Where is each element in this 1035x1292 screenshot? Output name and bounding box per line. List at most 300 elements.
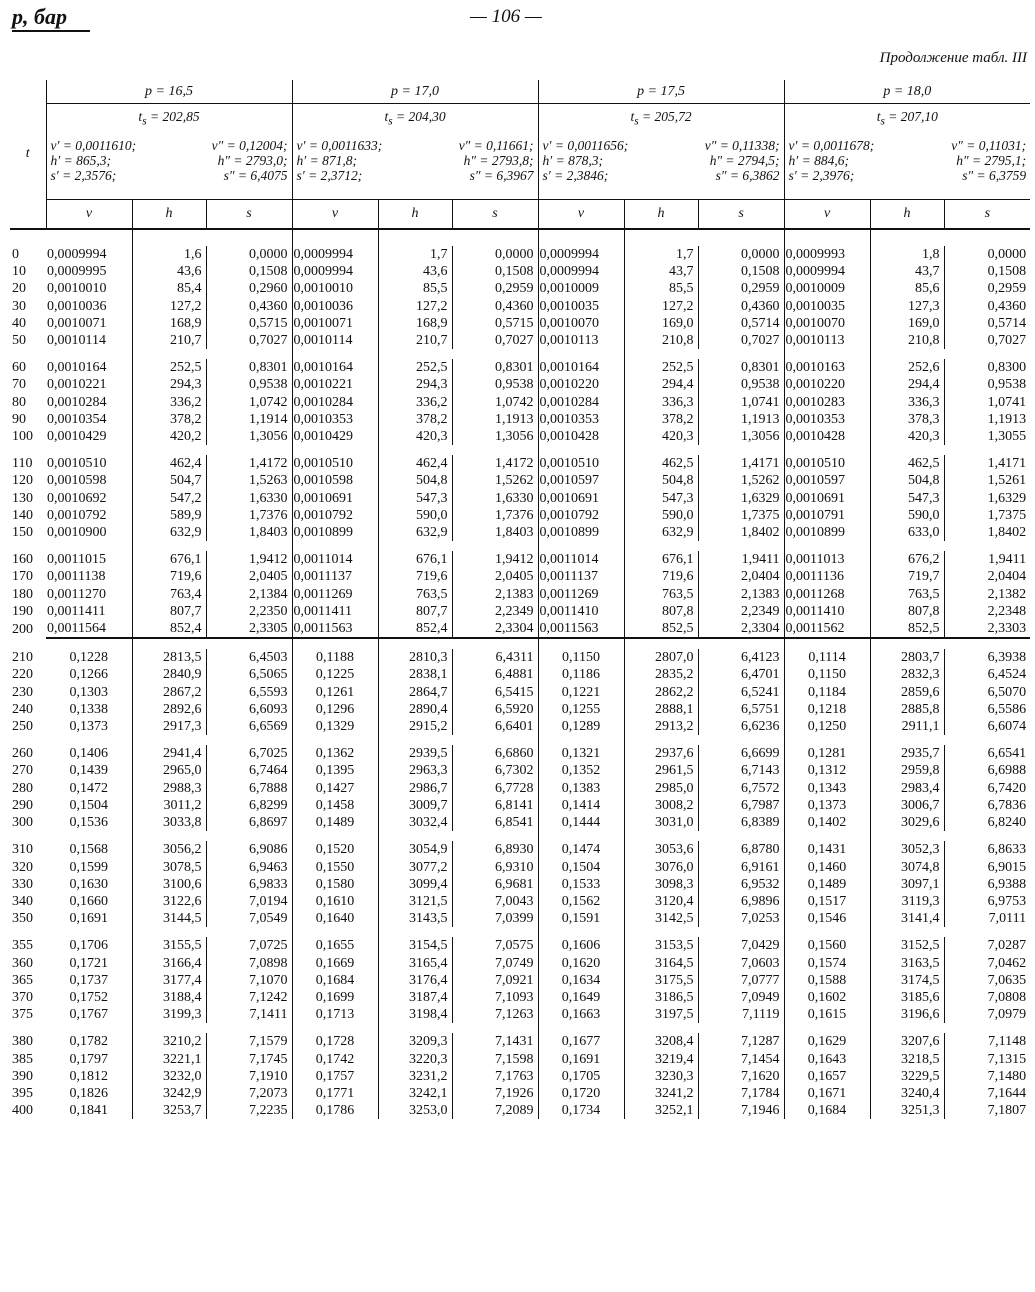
h-cell: 3142,5 [624,910,698,927]
s-cell: 6,9833 [206,876,292,893]
spacer-cell [624,1023,698,1033]
h-cell: 3242,9 [132,1085,206,1102]
s-cell: 0,5714 [987,315,1027,331]
v-cell: 0,0010792 [292,507,378,524]
h-cell: 252,6 [870,359,944,376]
v-cell: 0,1383 [538,780,624,797]
h-cell: 676,2 [870,551,944,568]
v-cell: 0,1841 [46,1102,132,1119]
v-cell: 0,1657 [784,1068,870,1085]
s-cell: 7,1807 [987,1103,1027,1119]
s-cell: 6,5241 [698,684,784,701]
group-spacer [10,638,1030,649]
s-cell: 7,0043 [452,893,538,910]
v-cell: 0,1699 [292,989,378,1006]
h-cell: 632,9 [624,524,698,541]
s-cell: 6,9532 [698,876,784,893]
s-cell: 7,1763 [452,1068,538,1085]
s-cell: 6,9753 [987,893,1027,909]
h-cell: 547,3 [870,490,944,507]
h-cell: 336,3 [870,394,944,411]
spacer-cell [870,541,944,551]
s-cell: 7,0399 [452,910,538,927]
spacer-cell [132,349,206,359]
s-cell: 1,3056 [206,428,292,445]
spacer-cell [538,229,624,246]
v-cell: 0,0009994 [292,263,378,280]
temperature-cell: 380 [12,1034,33,1050]
v-cell: 0,0011269 [292,586,378,603]
h-cell: 2985,0 [624,780,698,797]
v-prime: v′ = 0,0011633; [296,137,383,153]
h-cell: 1,6 [132,246,206,263]
v-cell: 0,1186 [538,666,624,683]
h-cell: 336,3 [624,394,698,411]
v-cell: 0,0011136 [784,568,870,585]
table-row [10,551,1030,568]
h-cell: 3077,2 [378,859,452,876]
s-prime: s′ = 2,3712; [296,167,363,183]
s-cell: 7,1480 [987,1068,1027,1084]
spacer-cell [944,831,1030,841]
s-cell: 1,3055 [987,429,1027,445]
spacer-cell [206,349,292,359]
s-cell: 7,0635 [987,972,1027,988]
h-cell: 3009,7 [378,797,452,814]
h-cell: 3232,0 [132,1068,206,1085]
spacer-cell [698,735,784,745]
spacer-cell [206,229,292,246]
h-cell: 590,0 [624,507,698,524]
v-cell: 0,1706 [46,937,132,954]
h-cell: 2838,1 [378,666,452,683]
spacer-cell [10,445,46,455]
h-cell: 420,3 [870,428,944,445]
temperature-cell: 240 [12,701,33,717]
v-cell: 0,1439 [46,762,132,779]
s-cell: 6,8240 [987,815,1027,831]
v-cell: 0,1402 [784,814,870,831]
v-cell: 0,0010510 [784,455,870,472]
v-cell: 0,1560 [784,937,870,954]
spacer-cell [206,1023,292,1033]
h-double-prime: h″ = 2795,1; [956,152,1027,168]
ts-subscript: s [634,115,639,128]
h-cell: 3230,3 [624,1068,698,1085]
h-cell: 3186,5 [624,989,698,1006]
table-row [10,1085,1030,1102]
saturation-info [784,104,1030,200]
s-cell: 1,8403 [452,524,538,541]
v-cell: 0,0011013 [784,551,870,568]
s-cell: 6,5070 [987,684,1027,700]
v-cell: 0,1742 [292,1051,378,1068]
page-number: — 106 — [470,6,542,27]
h-cell: 3119,3 [870,893,944,910]
temperature-cell: 190 [12,603,33,619]
s-cell: 0,7027 [698,332,784,349]
v-double-prime: v″ = 0,11661; [458,137,534,153]
h-cell: 632,9 [378,524,452,541]
s-cell: 6,7302 [452,762,538,779]
s-cell: 7,1411 [206,1006,292,1023]
table-row [10,524,1030,541]
v-cell: 0,1406 [46,745,132,762]
s-cell: 1,9411 [988,552,1027,568]
h-cell: 85,5 [378,280,452,297]
h-cell: 807,8 [870,603,944,620]
h-cell: 504,7 [132,472,206,489]
spacer-cell [538,638,624,649]
temperature-cell: 120 [12,473,33,489]
v-cell: 0,1649 [538,989,624,1006]
spacer-cell [784,541,870,551]
h-cell: 3152,5 [870,937,944,954]
s-cell: 1,0741 [987,394,1027,410]
v-cell: 0,1458 [292,797,378,814]
h-cell: 852,4 [378,620,452,638]
temperature-cell: 130 [12,490,33,506]
v-cell: 0,1630 [46,876,132,893]
spacer-cell [698,1023,784,1033]
h-cell: 85,6 [870,280,944,297]
spacer-cell [870,1023,944,1033]
s-prime: s′ = 2,3976; [788,167,855,183]
spacer-cell [206,927,292,937]
v-cell: 0,1643 [784,1051,870,1068]
table-row [10,841,1030,858]
h-cell: 43,6 [378,263,452,280]
v-cell: 0,0010691 [784,490,870,507]
specific-volume-line [789,138,1027,153]
spacer-cell [698,445,784,455]
s-cell: 7,1745 [206,1051,292,1068]
h-cell: 2859,6 [870,684,944,701]
h-cell: 210,7 [378,332,452,349]
h-cell: 3008,2 [624,797,698,814]
ts-subscript: s [142,115,147,128]
s-cell: 1,8402 [698,524,784,541]
group-spacer [10,541,1030,551]
s-cell: 7,0749 [452,955,538,972]
v-cell: 0,1533 [538,876,624,893]
v-cell: 0,0010353 [784,411,870,428]
s-cell: 1,7376 [452,507,538,524]
s-cell: 7,1287 [698,1033,784,1050]
s-cell: 1,7376 [206,507,292,524]
unit-underline [12,30,90,32]
v-cell: 0,1150 [784,666,870,683]
table-row [10,701,1030,718]
v-cell: 0,0010428 [784,428,870,445]
v-cell: 0,0010009 [784,280,870,297]
s-cell: 6,8141 [452,797,538,814]
h-cell: 3166,4 [132,955,206,972]
v-cell: 0,1568 [46,841,132,858]
v-cell: 0,1767 [46,1006,132,1023]
spacer-cell [944,349,1030,359]
v-cell: 0,1757 [292,1068,378,1085]
s-cell: 6,7728 [452,780,538,797]
s-cell: 6,5751 [698,701,784,718]
v-cell: 0,1660 [46,893,132,910]
v-cell: 0,0010284 [538,394,624,411]
h-cell: 3056,2 [132,841,206,858]
spacer-cell [698,229,784,246]
v-cell: 0,0010283 [784,394,870,411]
v-cell: 0,1414 [538,797,624,814]
s-cell: 1,5262 [698,472,784,489]
ts-symbol: t [876,109,881,124]
h-cell: 127,2 [624,298,698,315]
spacer-cell [944,229,1030,246]
h-cell: 3074,8 [870,859,944,876]
h-cell: 3141,4 [870,910,944,927]
v-cell: 0,0010354 [46,411,132,428]
h-cell: 3053,6 [624,841,698,858]
s-cell: 1,6330 [452,490,538,507]
s-cell: 2,3304 [698,620,784,638]
spacer-cell [452,831,538,841]
h-cell: 85,4 [132,280,206,297]
temperature-cell: 50 [12,333,26,349]
temperature-cell: 350 [12,911,33,927]
v-cell: 0,1752 [46,989,132,1006]
v-cell: 0,1266 [46,666,132,683]
spacer-cell [452,445,538,455]
spacer-cell [538,927,624,937]
spacer-cell [452,638,538,649]
spacer-cell [870,638,944,649]
v-cell: 0,0009994 [538,263,624,280]
v-cell: 0,1329 [292,718,378,735]
h-cell: 589,9 [132,507,206,524]
s-cell: 0,4360 [987,298,1027,314]
s-cell: 6,6093 [206,701,292,718]
s-cell: 1,1913 [698,411,784,428]
table-row [10,507,1030,524]
s-cell: 2,0404 [987,569,1027,585]
s-cell: 7,1598 [452,1051,538,1068]
spacer-cell [292,229,378,246]
pressure-header: p = 17,5 [538,80,784,104]
temperature-cell: 330 [12,876,33,892]
h-cell: 2915,2 [378,718,452,735]
v-cell: 0,0010792 [538,507,624,524]
h-cell: 462,4 [132,455,206,472]
s-cell: 1,3056 [698,428,784,445]
h-cell: 763,5 [378,586,452,603]
v-cell: 0,0011411 [292,603,378,620]
v-cell: 0,1588 [784,972,870,989]
v-cell: 0,0010009 [538,280,624,297]
h-cell: 294,4 [624,376,698,393]
spacer-cell [624,445,698,455]
v-cell: 0,0010221 [46,376,132,393]
spacer-cell [452,1023,538,1033]
s-cell: 6,4123 [698,649,784,666]
h-cell: 676,1 [132,551,206,568]
h-cell: 3031,0 [624,814,698,831]
s-cell: 7,1784 [698,1085,784,1102]
temperature-cell: 375 [12,1007,33,1023]
saturation-info [538,104,784,200]
v-cell: 0,0010353 [292,411,378,428]
h-cell: 3251,3 [870,1102,944,1119]
h-cell: 169,0 [870,315,944,332]
v-cell: 0,1786 [292,1102,378,1119]
h-cell: 547,2 [132,490,206,507]
v-cell: 0,0010692 [46,490,132,507]
spacer-cell [784,445,870,455]
s-cell: 6,7143 [698,762,784,779]
h-cell: 2892,6 [132,701,206,718]
h-cell: 127,2 [378,298,452,315]
v-cell: 0,0010036 [292,298,378,315]
h-cell: 2965,0 [132,762,206,779]
s-cell: 1,6330 [206,490,292,507]
v-cell: 0,1602 [784,989,870,1006]
spacer-cell [624,349,698,359]
temperature-cell: 40 [12,315,26,331]
s-cell: 7,1070 [206,972,292,989]
spacer-cell [870,735,944,745]
h-cell: 378,3 [870,411,944,428]
s-cell: 6,6988 [987,763,1027,779]
s-cell: 1,4172 [206,455,292,472]
h-cell: 3164,5 [624,955,698,972]
s-cell: 7,2235 [206,1102,292,1119]
ts-symbol: t [138,109,143,124]
v-cell: 0,1580 [292,876,378,893]
table-row [10,298,1030,315]
column-header-s: s [452,200,538,230]
h-cell: 3120,4 [624,893,698,910]
s-cell: 0,1508 [698,263,784,280]
s-cell: 7,0549 [206,910,292,927]
table-row [10,411,1030,428]
h-cell: 3143,5 [378,910,452,927]
spacer-cell [132,445,206,455]
v-cell: 0,0011562 [784,620,870,638]
s-cell: 6,5065 [206,666,292,683]
spacer-cell [784,831,870,841]
s-cell: 7,0287 [987,938,1027,954]
temperature-cell: 310 [12,842,33,858]
v-cell: 0,0009995 [46,263,132,280]
s-cell: 7,2073 [206,1085,292,1102]
v-cell: 0,1321 [538,745,624,762]
v-double-prime: v″ = 0,11338; [704,137,780,153]
temperature-cell: 395 [12,1085,33,1101]
spacer-cell [132,927,206,937]
s-cell: 0,9538 [206,376,292,393]
v-cell: 0,0010691 [538,490,624,507]
s-cell: 1,0741 [698,394,784,411]
s-cell: 1,5262 [452,472,538,489]
v-prime: v′ = 0,0011610; [50,137,137,153]
h-cell: 3097,1 [870,876,944,893]
spacer-cell [784,1023,870,1033]
spacer-cell [624,229,698,246]
v-cell: 0,0009994 [538,246,624,263]
spacer-cell [292,927,378,937]
ts-value: = 204,30 [392,109,446,124]
h-cell: 3174,5 [870,972,944,989]
h-cell: 210,8 [624,332,698,349]
v-cell: 0,1184 [784,684,870,701]
v-cell: 0,1431 [784,841,870,858]
v-cell: 0,1250 [784,718,870,735]
spacer-cell [10,541,46,551]
s-cell: 1,1914 [206,411,292,428]
spacer-cell [944,638,1030,649]
v-cell: 0,0010164 [46,359,132,376]
h-prime: h′ = 871,8; [296,152,357,168]
v-cell: 0,0010353 [538,411,624,428]
v-cell: 0,0011410 [538,603,624,620]
h-cell: 169,0 [624,315,698,332]
table-row [10,972,1030,989]
s-cell: 6,6541 [987,746,1027,762]
spacer-cell [292,735,378,745]
h-cell: 3163,5 [870,955,944,972]
v-cell: 0,1705 [538,1068,624,1085]
v-cell: 0,0010010 [46,280,132,297]
table-row [10,814,1030,831]
h-cell: 2935,7 [870,745,944,762]
v-cell: 0,1684 [784,1102,870,1119]
spacer-cell [292,349,378,359]
temperature-cell: 160 [12,552,33,568]
v-cell: 0,0011563 [292,620,378,638]
table-row [10,937,1030,954]
h-double-prime: h″ = 2794,5; [709,152,780,168]
temperature-cell: 360 [12,955,33,971]
v-cell: 0,0011269 [538,586,624,603]
s-cell: 6,8930 [452,841,538,858]
v-cell: 0,0010429 [46,428,132,445]
v-cell: 0,1489 [784,876,870,893]
v-cell: 0,0010220 [538,376,624,393]
h-cell: 504,8 [624,472,698,489]
v-cell: 0,1591 [538,910,624,927]
s-cell: 7,0603 [698,955,784,972]
temperature-cell: 20 [12,281,26,297]
s-cell: 1,8403 [206,524,292,541]
h-cell: 3122,6 [132,893,206,910]
s-cell: 7,1431 [452,1033,538,1050]
spacer-cell [46,831,132,841]
s-cell: 6,4524 [987,667,1027,683]
v-cell: 0,1188 [292,649,378,666]
h-prime: h′ = 878,3; [542,152,603,168]
s-cell: 6,9310 [452,859,538,876]
spacer-cell [944,735,1030,745]
s-cell: 0,4360 [698,298,784,315]
ts-subscript: s [880,115,885,128]
s-cell: 0,2959 [698,280,784,297]
table-row [10,603,1030,620]
v-cell: 0,1261 [292,684,378,701]
table-row [10,620,1030,638]
h-cell: 3210,2 [132,1033,206,1050]
s-cell: 1,5263 [206,472,292,489]
entropy-line [297,168,534,183]
v-cell: 0,1691 [538,1051,624,1068]
s-cell: 1,3056 [452,428,538,445]
s-cell: 7,1926 [452,1085,538,1102]
